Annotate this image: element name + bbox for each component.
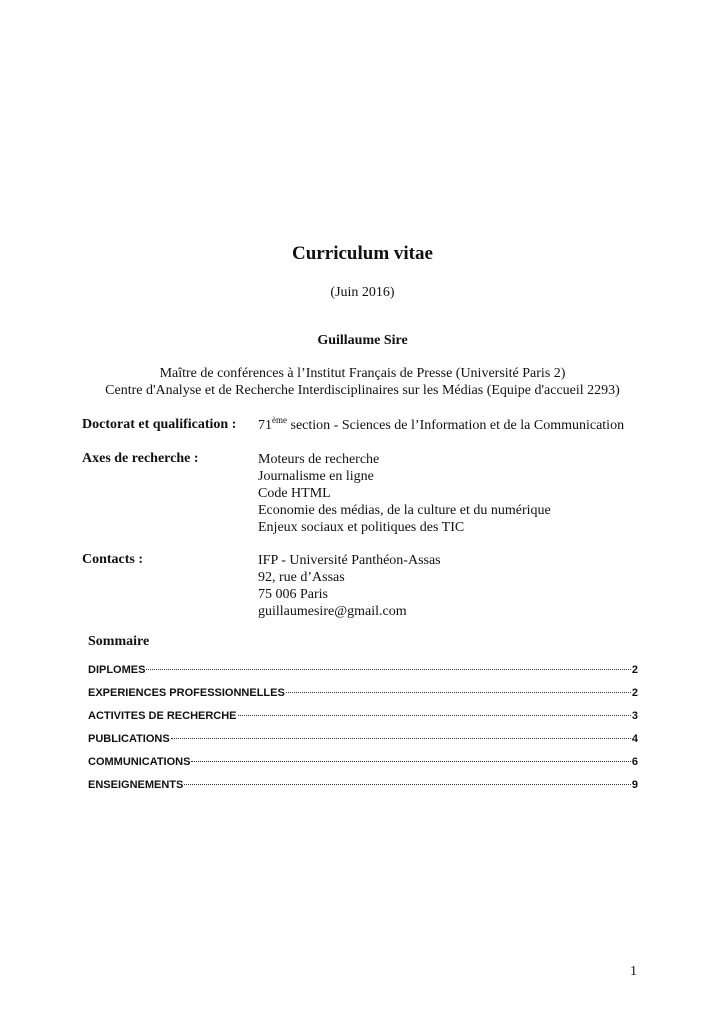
toc-entry-label: COMMUNICATIONS	[88, 756, 191, 768]
research-label: Axes de recherche :	[82, 451, 199, 466]
section-number: 71	[258, 418, 272, 433]
toc-leader-dots	[184, 784, 631, 785]
toc-entry-publications[interactable]	[88, 733, 638, 756]
toc-entry-label: DIPLOMES	[88, 664, 146, 676]
doctorate-value	[258, 417, 624, 434]
document-title: Curriculum vitae	[292, 243, 433, 264]
toc-leader-dots	[146, 669, 630, 670]
toc-entry-activites[interactable]	[88, 710, 638, 733]
contacts-label: Contacts :	[82, 552, 144, 567]
toc-entry-diplomes[interactable]	[88, 664, 638, 687]
research-list	[258, 451, 551, 536]
toc-entry-label: EXPERIENCES PROFESSIONNELLES	[88, 687, 285, 699]
toc-entry-page: 2	[631, 687, 638, 699]
toc-leader-dots	[191, 761, 630, 762]
table-of-contents	[88, 664, 638, 802]
affiliation-line: Maître de conférences à l’Institut Français de Presse (Université Paris 2)	[159, 366, 566, 381]
toc-entry-page: 2	[631, 664, 638, 676]
toc-leader-dots	[286, 692, 631, 693]
research-item: Code HTML	[258, 486, 331, 501]
research-item: Economie des médias, de la culture et du numérique	[258, 503, 551, 518]
sommaire-title: Sommaire	[88, 634, 150, 649]
toc-entry-experiences[interactable]	[88, 687, 638, 710]
contact-line: 92, rue d’Assas	[258, 570, 345, 585]
doctorate-label: Doctorat et qualification :	[82, 417, 237, 432]
section-text: section - Sciences de l’Information et de la Communication	[287, 418, 625, 433]
research-item: Enjeux sociaux et politiques des TIC	[258, 520, 465, 535]
section-superscript: ème	[272, 415, 287, 425]
contact-email[interactable]: guillaumesire@gmail.com	[258, 604, 407, 619]
toc-entry-page: 9	[631, 779, 638, 791]
affiliation-line: Centre d'Analyse et de Recherche Interdisciplinaires sur les Médias (Equipe d'accueil 2293)	[105, 383, 620, 398]
toc-entry-page: 4	[631, 733, 638, 745]
contact-line: IFP - Université Panthéon-Assas	[258, 553, 441, 568]
toc-entry-communications[interactable]	[88, 756, 638, 779]
toc-entry-label: PUBLICATIONS	[88, 733, 170, 745]
toc-leader-dots	[238, 715, 631, 716]
toc-entry-enseignements[interactable]	[88, 779, 638, 802]
contact-line: 75 006 Paris	[258, 587, 328, 602]
author-name: Guillaume Sire	[317, 333, 408, 348]
toc-entry-label: ENSEIGNEMENTS	[88, 779, 184, 791]
toc-entry-page: 6	[631, 756, 638, 768]
research-item: Moteurs de recherche	[258, 452, 380, 467]
toc-entry-label: ACTIVITES DE RECHERCHE	[88, 710, 237, 722]
document-date: (Juin 2016)	[330, 285, 395, 300]
toc-leader-dots	[171, 738, 631, 739]
page-number: 1	[630, 964, 637, 979]
toc-entry-page: 3	[631, 710, 638, 722]
research-item: Journalisme en ligne	[258, 469, 374, 484]
contacts-block	[258, 552, 441, 620]
